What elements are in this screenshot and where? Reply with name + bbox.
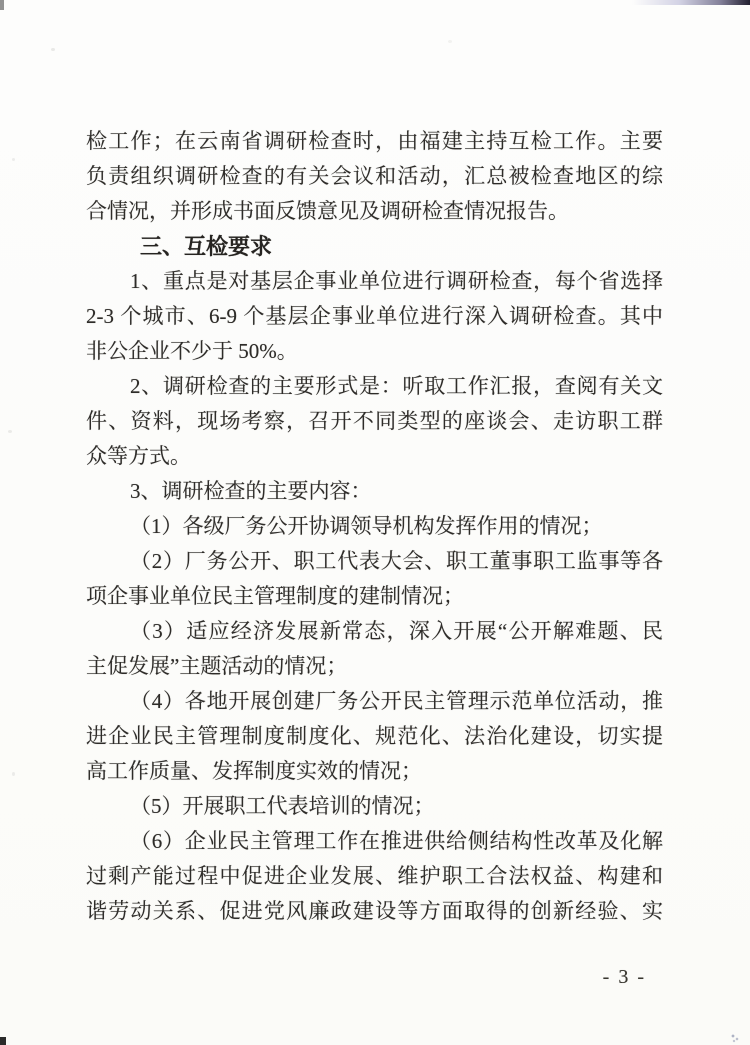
doc-line: 高工作质量、发挥制度实效的情况； bbox=[86, 759, 422, 783]
doc-line: （3）适应经济发展新常态，深入开展“公开解难题、民 bbox=[130, 619, 663, 643]
scan-speckle bbox=[448, 40, 452, 43]
doc-line: （6）企业民主管理工作在推进供给侧结构性改革及化解 bbox=[130, 829, 663, 853]
doc-line: 1、重点是对基层企事业单位进行调研检查，每个省选择 bbox=[130, 269, 663, 293]
doc-line: 检工作；在云南省调研检查时，由福建主持互检工作。主要 bbox=[86, 129, 663, 153]
doc-line: 谐劳动关系、促进党风廉政建设等方面取得的创新经验、实 bbox=[86, 899, 663, 923]
scan-artifact-bottom-right bbox=[730, 1033, 740, 1043]
doc-line: 负责组织调研检查的有关会议和活动，汇总被检查地区的综 bbox=[86, 164, 663, 188]
doc-line: 主促发展”主题活动的情况； bbox=[86, 654, 348, 678]
scan-artifact-bottom-left bbox=[0, 1037, 6, 1045]
doc-line: 2、调研检查的主要形式是：听取工作汇报，查阅有关文 bbox=[130, 374, 663, 398]
scan-speckle bbox=[12, 158, 15, 161]
scan-speckle bbox=[8, 430, 12, 433]
doc-line: 众等方式。 bbox=[86, 444, 191, 468]
doc-line: （5）开展职工代表培训的情况； bbox=[130, 794, 435, 818]
scan-artifact-top-left bbox=[0, 0, 4, 10]
doc-line: 非公企业不少于 50%。 bbox=[86, 339, 298, 363]
doc-line: 过剩产能过程中促进企业发展、维护职工合法权益、构建和 bbox=[86, 864, 663, 888]
doc-line: 件、资料，现场考察，召开不同类型的座谈会、走访职工群 bbox=[86, 409, 663, 433]
scan-speckle bbox=[12, 772, 15, 776]
doc-line: （1）各级厂务公开协调领导机构发挥作用的情况； bbox=[130, 514, 603, 538]
doc-line: 项企事业单位民主管理制度的建制情况； bbox=[86, 584, 464, 608]
doc-line: （4）各地开展创建厂务公开民主管理示范单位活动，推 bbox=[130, 689, 663, 713]
document-body bbox=[86, 124, 663, 929]
page-number: - 3 - bbox=[602, 966, 646, 988]
doc-line: 合情况，并形成书面反馈意见及调研检查情况报告。 bbox=[86, 199, 569, 223]
doc-line: （2）厂务公开、职工代表大会、职工董事职工监事等各 bbox=[130, 549, 663, 573]
scan-artifact-top-right bbox=[632, 0, 750, 5]
doc-line: 进企业民主管理制度制度化、规范化、法治化建设，切实提 bbox=[86, 724, 663, 748]
doc-line: 2-3 个城市、6-9 个基层企事业单位进行深入调研检查。其中 bbox=[86, 304, 663, 328]
scan-speckle bbox=[51, 48, 55, 51]
section-heading: 三、互检要求 bbox=[140, 234, 273, 259]
doc-line: 3、调研检查的主要内容： bbox=[130, 479, 372, 503]
